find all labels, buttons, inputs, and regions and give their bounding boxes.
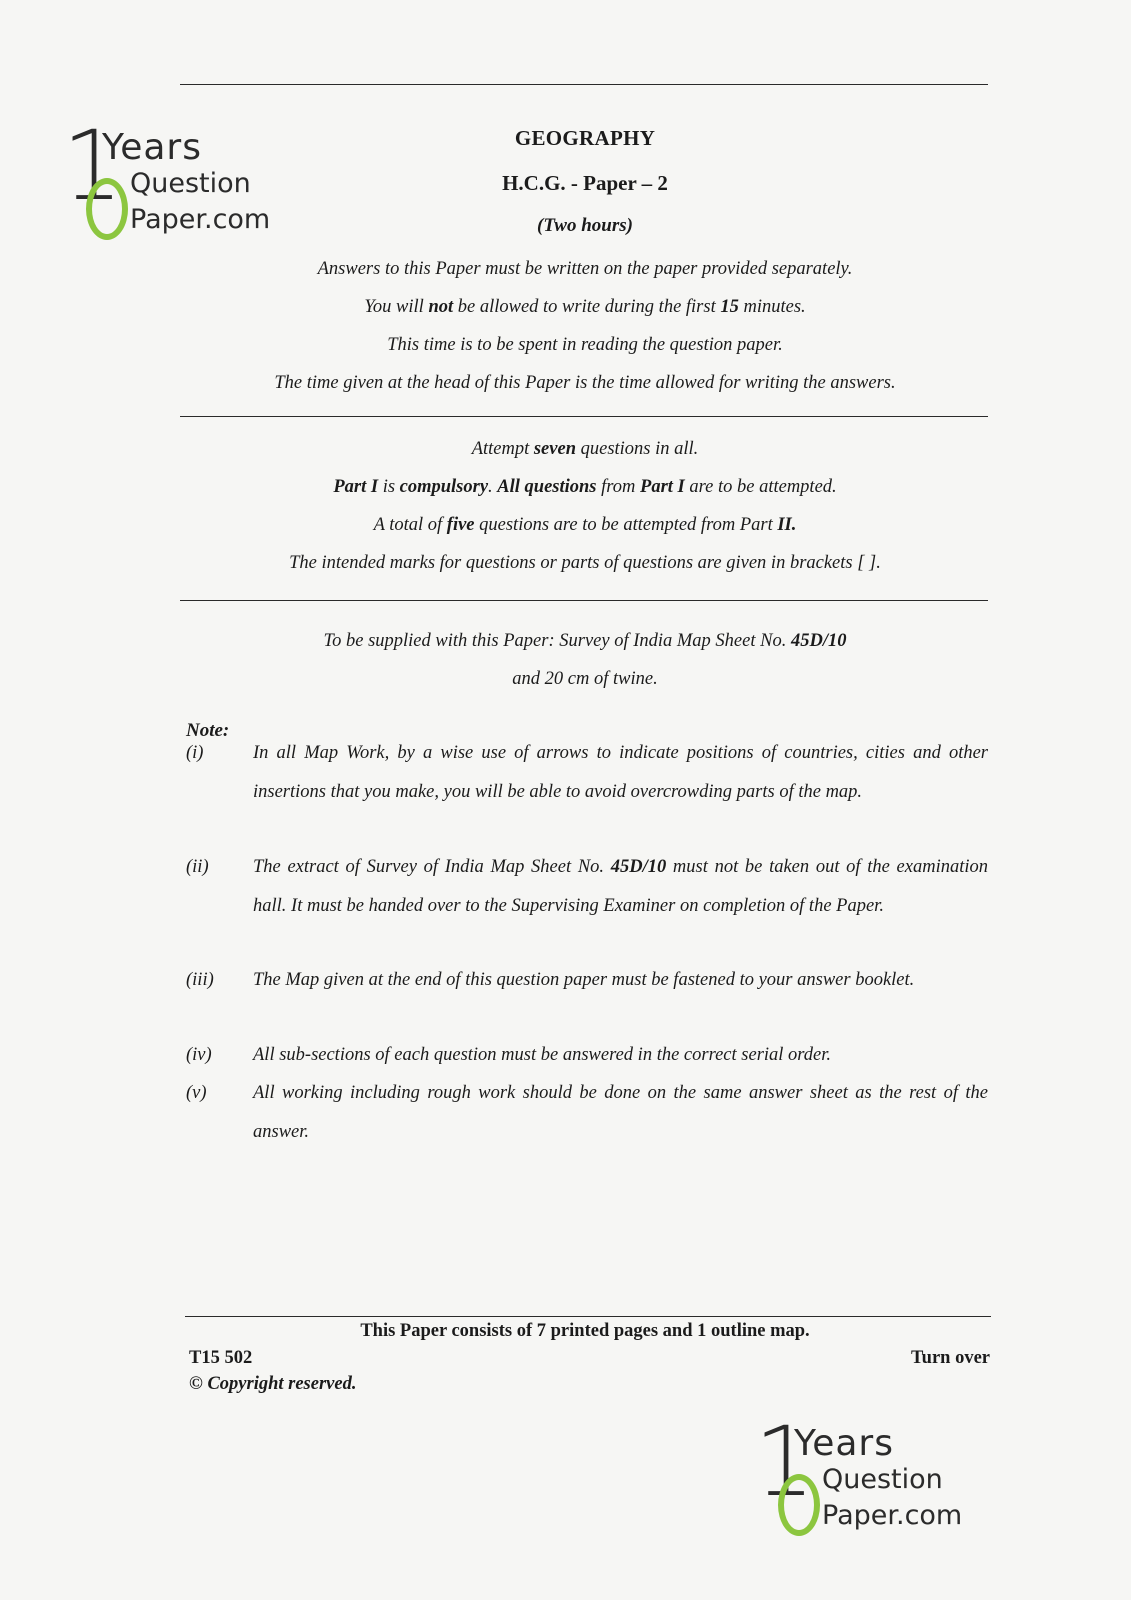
text-run: and 20 cm of twine. [512, 669, 658, 689]
note-number: (ii) [186, 857, 209, 877]
text-run: The extract of Survey of India Map Sheet No. [253, 857, 611, 877]
bold-run: Part I [333, 477, 379, 497]
logo-years: Years [794, 1423, 894, 1464]
note-text [253, 1036, 988, 1075]
rule-after-general [180, 416, 988, 417]
note-number: (i) [186, 743, 204, 763]
instruction-line [180, 373, 990, 394]
logo-question: Question [822, 1464, 943, 1495]
attempt-line [180, 515, 990, 536]
footer-rule [185, 1316, 991, 1317]
site-logo-bottom [754, 1406, 994, 1546]
text-run: To be supplied with this Paper: Survey of India Map Sheet No. [323, 631, 791, 651]
duration: (Two hours) [537, 215, 633, 236]
text-run: The intended marks for questions or parts of questions are given in brackets [ ]. [289, 553, 881, 573]
bold-run: five [446, 515, 475, 535]
text-run: from [596, 477, 641, 497]
text-run: You will [364, 297, 429, 317]
bold-run: seven [533, 439, 576, 459]
bold-run: Part I [640, 477, 685, 497]
instruction-line [180, 297, 990, 318]
note-number: (iii) [186, 970, 214, 990]
text-run: are to be attempted. [684, 477, 837, 497]
page-count: This Paper consists of 7 printed pages and 1 outline map. [360, 1321, 810, 1341]
note-text [253, 734, 988, 811]
note-text [253, 1074, 988, 1151]
bold-run: compulsory [399, 477, 489, 497]
instruction-line [180, 335, 990, 356]
text-run: minutes. [738, 297, 806, 317]
text-run: Attempt [471, 439, 534, 459]
bold-run: 15 [720, 297, 739, 317]
text-run: The time given at the head of this Paper is the time allowed for writing the answers. [274, 373, 896, 393]
top-rule [180, 84, 988, 85]
note-label: Note: [186, 720, 230, 741]
text-run: must not be taken out of the examination hall. It must be handed over to the Supervising Examiner on completion of the Paper. [253, 857, 988, 916]
text-run: The Map given at the end of this question paper must be fastened to your answer booklet. [253, 970, 915, 990]
paper-code: T15 502 [189, 1348, 253, 1368]
supply-line [180, 669, 990, 690]
text-run: A total of [373, 515, 447, 535]
copyright: © Copyright reserved. [189, 1374, 357, 1394]
text-run: This time is to be spent in reading the question paper. [387, 335, 783, 355]
rule-after-attempt [180, 600, 988, 601]
attempt-line [180, 477, 990, 498]
text-run: questions are to be attempted from Part [474, 515, 778, 535]
logo-paper: Paper.com [822, 1500, 963, 1531]
bold-run: II. [777, 515, 797, 535]
turn-over: Turn over [911, 1348, 990, 1368]
text-run: All working including rough work should be done on the same answer sheet as the rest of the answer. [253, 1083, 988, 1142]
bold-run: not [428, 297, 454, 317]
note-number: (iv) [186, 1045, 212, 1065]
supply-line [180, 631, 990, 652]
attempt-line [180, 553, 990, 574]
logo-digit-one: 1 [62, 110, 124, 222]
bold-run: 45D/10 [610, 857, 667, 877]
text-run: questions in all. [575, 439, 699, 459]
instruction-line [180, 259, 990, 280]
note-text [253, 848, 988, 925]
text-run: be allowed to write during the first [453, 297, 721, 317]
logo-paper: Paper.com [130, 204, 271, 235]
note-number: (v) [186, 1083, 207, 1103]
note-text [253, 961, 988, 1000]
logo-zero-ring [778, 1474, 820, 1536]
bold-run: All questions [497, 477, 597, 497]
text-run: . [488, 477, 498, 497]
text-run: is [378, 477, 400, 497]
text-run: All sub-sections of each question must be answered in the correct serial order. [253, 1045, 832, 1065]
bold-run: 45D/10 [790, 631, 847, 651]
subject-title: GEOGRAPHY [514, 126, 656, 150]
logo-years: Years [102, 127, 202, 168]
logo-zero-ring [86, 178, 128, 240]
text-run: In all Map Work, by a wise use of arrows to indicate positions of countries, cities and other insertions that you make, you will be able to avoid overcrowding parts of the map. [253, 743, 988, 802]
logo-question: Question [130, 168, 251, 199]
logo-digit-one: 1 [754, 1406, 816, 1518]
text-run: Answers to this Paper must be written on the paper provided separately. [317, 259, 853, 279]
attempt-line [180, 439, 990, 460]
paper-title: H.C.G. - Paper – 2 [502, 171, 668, 195]
